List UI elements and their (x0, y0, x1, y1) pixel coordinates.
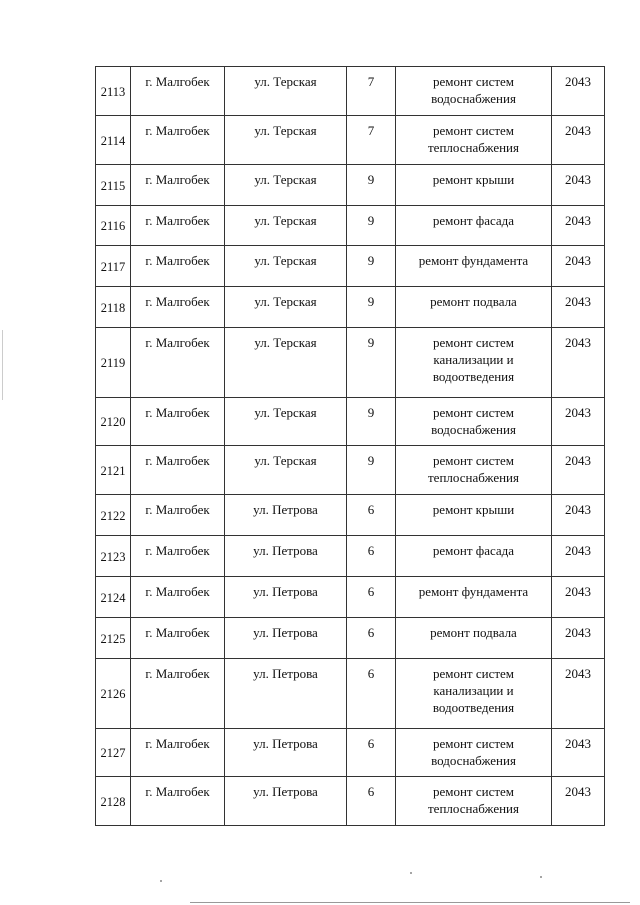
row-number: 2116 (96, 206, 131, 246)
table-row (96, 729, 605, 777)
table-row (96, 165, 605, 206)
scan-speck (540, 876, 542, 878)
work-type-cell: ремонт систем теплоснабжения (396, 116, 552, 165)
scan-edge-mark (2, 330, 3, 400)
row-number: 2115 (96, 165, 131, 206)
table-row (96, 777, 605, 826)
row-number: 2123 (96, 536, 131, 577)
row-number: 2128 (96, 777, 131, 826)
street-cell: ул. Терская (225, 165, 347, 206)
street-cell: ул. Петрова (225, 659, 347, 729)
table-row (96, 246, 605, 287)
table-row (96, 328, 605, 398)
street-cell: ул. Терская (225, 287, 347, 328)
city-cell: г. Малгобек (131, 246, 225, 287)
year-cell: 2043 (552, 206, 605, 246)
year-cell: 2043 (552, 618, 605, 659)
work-type-cell: ремонт крыши (396, 165, 552, 206)
table-row (96, 536, 605, 577)
table-row (96, 206, 605, 246)
work-type-cell: ремонт систем водоснабжения (396, 67, 552, 116)
street-cell: ул. Терская (225, 116, 347, 165)
house-number-cell: 6 (347, 729, 396, 777)
repair-schedule-table (95, 66, 605, 826)
city-cell: г. Малгобек (131, 446, 225, 495)
city-cell: г. Малгобек (131, 618, 225, 659)
city-cell: г. Малгобек (131, 398, 225, 446)
table-row (96, 287, 605, 328)
year-cell: 2043 (552, 165, 605, 206)
city-cell: г. Малгобек (131, 165, 225, 206)
street-cell: ул. Терская (225, 398, 347, 446)
street-cell: ул. Терская (225, 206, 347, 246)
street-cell: ул. Петрова (225, 729, 347, 777)
scan-speck (160, 880, 162, 882)
house-number-cell: 9 (347, 328, 396, 398)
year-cell: 2043 (552, 495, 605, 536)
street-cell: ул. Петрова (225, 495, 347, 536)
work-type-cell: ремонт фундамента (396, 577, 552, 618)
year-cell: 2043 (552, 246, 605, 287)
work-type-cell: ремонт систем водоснабжения (396, 398, 552, 446)
year-cell: 2043 (552, 577, 605, 618)
street-cell: ул. Петрова (225, 577, 347, 618)
bottom-rule (190, 902, 630, 903)
house-number-cell: 9 (347, 287, 396, 328)
row-number: 2125 (96, 618, 131, 659)
row-number: 2124 (96, 577, 131, 618)
house-number-cell: 9 (347, 165, 396, 206)
work-type-cell: ремонт систем теплоснабжения (396, 777, 552, 826)
work-type-cell: ремонт систем канализации и водоотведения (396, 659, 552, 729)
house-number-cell: 7 (347, 67, 396, 116)
house-number-cell: 9 (347, 206, 396, 246)
work-type-cell: ремонт подвала (396, 287, 552, 328)
work-type-cell: ремонт фундамента (396, 246, 552, 287)
city-cell: г. Малгобек (131, 495, 225, 536)
work-type-cell: ремонт крыши (396, 495, 552, 536)
work-type-cell: ремонт систем теплоснабжения (396, 446, 552, 495)
house-number-cell: 6 (347, 495, 396, 536)
house-number-cell: 6 (347, 536, 396, 577)
house-number-cell: 9 (347, 246, 396, 287)
work-type-cell: ремонт фасада (396, 206, 552, 246)
city-cell: г. Малгобек (131, 536, 225, 577)
street-cell: ул. Терская (225, 246, 347, 287)
street-cell: ул. Петрова (225, 536, 347, 577)
city-cell: г. Малгобек (131, 577, 225, 618)
house-number-cell: 6 (347, 577, 396, 618)
house-number-cell: 9 (347, 398, 396, 446)
table-row (96, 398, 605, 446)
year-cell: 2043 (552, 729, 605, 777)
work-type-cell: ремонт систем водоснабжения (396, 729, 552, 777)
year-cell: 2043 (552, 446, 605, 495)
year-cell: 2043 (552, 116, 605, 165)
city-cell: г. Малгобек (131, 287, 225, 328)
year-cell: 2043 (552, 659, 605, 729)
table-body (96, 67, 605, 826)
city-cell: г. Малгобек (131, 729, 225, 777)
row-number: 2114 (96, 116, 131, 165)
row-number: 2127 (96, 729, 131, 777)
city-cell: г. Малгобек (131, 777, 225, 826)
row-number: 2121 (96, 446, 131, 495)
table-row (96, 577, 605, 618)
house-number-cell: 6 (347, 618, 396, 659)
house-number-cell: 7 (347, 116, 396, 165)
street-cell: ул. Терская (225, 328, 347, 398)
city-cell: г. Малгобек (131, 67, 225, 116)
house-number-cell: 9 (347, 446, 396, 495)
row-number: 2117 (96, 246, 131, 287)
table-row (96, 67, 605, 116)
row-number: 2118 (96, 287, 131, 328)
street-cell: ул. Терская (225, 67, 347, 116)
street-cell: ул. Петрова (225, 777, 347, 826)
street-cell: ул. Петрова (225, 618, 347, 659)
city-cell: г. Малгобек (131, 328, 225, 398)
house-number-cell: 6 (347, 777, 396, 826)
scan-speck (410, 872, 412, 874)
work-type-cell: ремонт систем канализации и водоотведения (396, 328, 552, 398)
year-cell: 2043 (552, 398, 605, 446)
house-number-cell: 6 (347, 659, 396, 729)
city-cell: г. Малгобек (131, 206, 225, 246)
year-cell: 2043 (552, 536, 605, 577)
table-row (96, 116, 605, 165)
year-cell: 2043 (552, 287, 605, 328)
table-row (96, 659, 605, 729)
table-row (96, 618, 605, 659)
city-cell: г. Малгобек (131, 659, 225, 729)
year-cell: 2043 (552, 67, 605, 116)
work-type-cell: ремонт подвала (396, 618, 552, 659)
row-number: 2120 (96, 398, 131, 446)
table-row (96, 495, 605, 536)
row-number: 2122 (96, 495, 131, 536)
row-number: 2119 (96, 328, 131, 398)
work-type-cell: ремонт фасада (396, 536, 552, 577)
row-number: 2113 (96, 67, 131, 116)
street-cell: ул. Терская (225, 446, 347, 495)
year-cell: 2043 (552, 777, 605, 826)
year-cell: 2043 (552, 328, 605, 398)
table-row (96, 446, 605, 495)
city-cell: г. Малгобек (131, 116, 225, 165)
row-number: 2126 (96, 659, 131, 729)
